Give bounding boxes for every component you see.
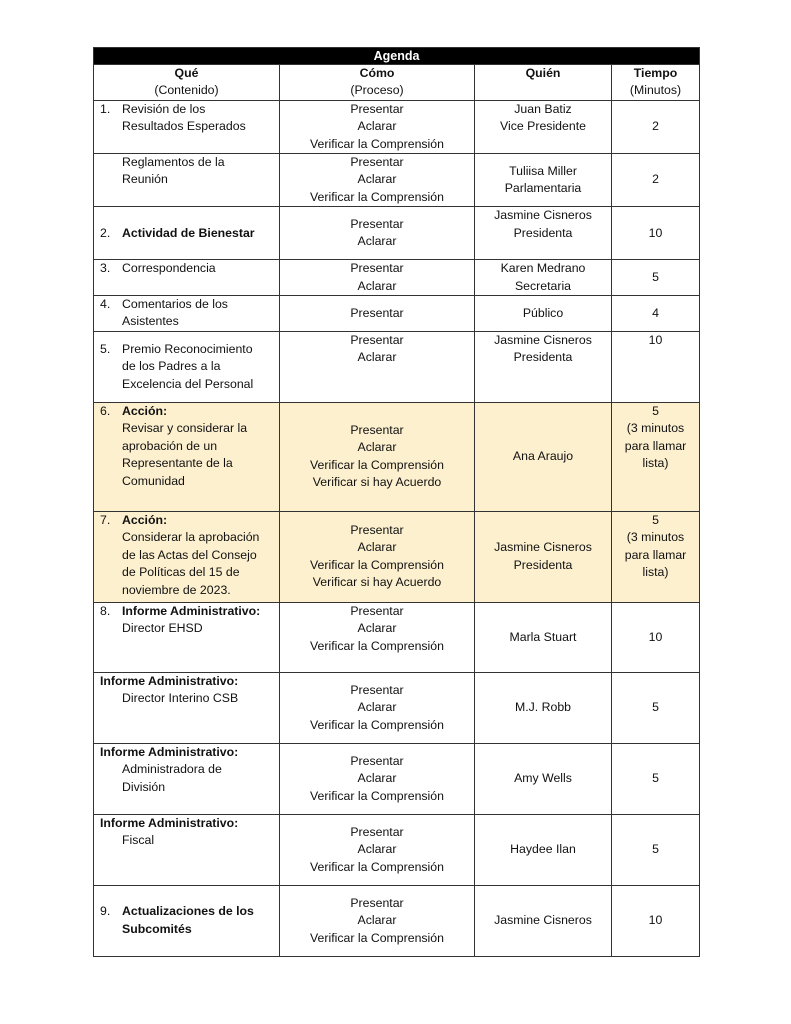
- quien-cell: Jasmine Cisneros Presidenta: [475, 511, 612, 602]
- quien-cell: Amy Wells: [475, 743, 612, 814]
- que-content: [100, 341, 275, 393]
- tiempo-cell: 4: [612, 296, 700, 332]
- table-row: [94, 743, 700, 814]
- tiempo-cell: 10: [612, 602, 700, 672]
- que-cell: [94, 672, 280, 743]
- quien-cell: Juan Batiz Vice Presidente: [475, 100, 612, 153]
- table-row: [94, 100, 700, 153]
- tiempo-cell: 10: [612, 331, 700, 402]
- quien-cell: Ana Araujo: [475, 402, 612, 511]
- item-text-block: [100, 744, 238, 796]
- como-cell: Presentar Aclarar Verificar la Comprensión: [280, 814, 475, 885]
- header-label: Quién: [525, 66, 561, 80]
- quien-cell: Haydee Ilan: [475, 814, 612, 885]
- header-como: [280, 65, 475, 101]
- table-row: [94, 511, 700, 602]
- item-description: Administradora de División: [122, 762, 222, 794]
- tiempo-cell: 10: [612, 207, 700, 260]
- que-cell: [94, 511, 280, 602]
- tiempo-cell: 5 (3 minutos para llamar lista): [612, 511, 700, 602]
- item-number: 5.: [100, 341, 111, 356]
- tiempo-cell: 5: [612, 743, 700, 814]
- item-number: [100, 154, 122, 189]
- table-row: [94, 885, 700, 956]
- como-cell: Presentar: [280, 296, 475, 332]
- item-description: Revisión de los Resultados Esperados: [122, 101, 246, 134]
- que-cell: [94, 260, 280, 296]
- tiempo-cell: 2: [612, 100, 700, 153]
- item-number: 7.: [100, 512, 111, 527]
- que-content: [100, 903, 275, 938]
- table-row: [94, 260, 700, 296]
- tiempo-cell: 5 (3 minutos para llamar lista): [612, 402, 700, 511]
- quien-cell: Marla Stuart: [475, 602, 612, 672]
- item-number: 8.: [100, 603, 111, 618]
- item-number: 2.: [100, 225, 111, 240]
- header-tiempo: [612, 65, 700, 101]
- item-text-block: [122, 260, 216, 277]
- que-cell: [94, 100, 280, 153]
- item-number: 1.: [100, 101, 111, 116]
- table-row: [94, 402, 700, 511]
- tiempo-cell: 5: [612, 672, 700, 743]
- que-content: [100, 815, 275, 850]
- table-row: [94, 672, 700, 743]
- item-bold-title: Informe Administrativo:: [100, 673, 239, 688]
- que-cell: [94, 814, 280, 885]
- agenda-title: Agenda: [94, 48, 700, 65]
- que-cell: [94, 331, 280, 402]
- quien-cell: Jasmine Cisneros Presidenta: [475, 207, 612, 260]
- quien-cell: Público: [475, 296, 612, 332]
- header-que: [94, 65, 280, 101]
- item-number: 4.: [100, 297, 111, 312]
- que-cell: [94, 402, 280, 511]
- table-row: [94, 331, 700, 402]
- como-cell: Presentar Aclarar: [280, 260, 475, 296]
- que-cell: [94, 296, 280, 332]
- como-cell: Presentar Aclarar Verificar la Comprensión Verificar si hay Acuerdo: [280, 402, 475, 511]
- item-text-block: [122, 341, 253, 393]
- quien-cell: Tuliisa Miller Parlamentaria: [475, 154, 612, 207]
- como-cell: Presentar Aclarar Verificar la Comprensión: [280, 100, 475, 153]
- como-cell: Presentar Aclarar Verificar la Comprensión: [280, 602, 475, 672]
- header-sublabel: (Proceso): [350, 83, 404, 98]
- table-row: [94, 154, 700, 207]
- como-cell: Presentar Aclarar Verificar la Comprensión: [280, 743, 475, 814]
- item-text-block: [122, 512, 259, 599]
- item-number: 3.: [100, 261, 111, 276]
- item-number: 6.: [100, 403, 111, 418]
- item-bold-title: Acción:: [122, 403, 168, 418]
- que-cell: [94, 885, 280, 956]
- que-content: [100, 673, 275, 708]
- item-text-block: [122, 225, 255, 242]
- que-content: [100, 603, 275, 638]
- item-description: Fiscal: [122, 833, 155, 848]
- item-bold-title: Actividad de Bienestar: [122, 225, 255, 240]
- como-cell: Presentar Aclarar Verificar la Comprensión: [280, 154, 475, 207]
- item-bold-title: Informe Administrativo:: [122, 603, 261, 618]
- agenda-table: [93, 47, 700, 957]
- item-text-block: [100, 673, 238, 708]
- que-content: [100, 744, 275, 796]
- quien-cell: Jasmine Cisneros: [475, 885, 612, 956]
- item-description: Correspondencia: [122, 261, 216, 276]
- que-content: [100, 154, 275, 189]
- item-text-block: [122, 603, 260, 638]
- que-cell: [94, 602, 280, 672]
- item-description: Director EHSD: [122, 621, 203, 636]
- item-description: Revisar y considerar la aprobación de un Representante de la Comunidad: [122, 421, 248, 488]
- quien-cell: Karen Medrano Secretaria: [475, 260, 612, 296]
- que-content: [100, 260, 275, 277]
- item-text-block: [100, 815, 238, 850]
- header-label: Qué: [174, 66, 199, 80]
- que-content: [100, 296, 275, 331]
- que-cell: [94, 207, 280, 260]
- que-cell: [94, 743, 280, 814]
- tiempo-cell: 5: [612, 814, 700, 885]
- como-cell: Presentar Aclarar Verificar la Comprensión: [280, 885, 475, 956]
- tiempo-cell: 10: [612, 885, 700, 956]
- item-number: 9.: [100, 904, 111, 919]
- item-description: Director Interino CSB: [122, 691, 239, 706]
- table-row: [94, 296, 700, 332]
- como-cell: Presentar Aclarar: [280, 207, 475, 260]
- item-bold-title: Informe Administrativo:: [100, 744, 239, 759]
- como-cell: Presentar Aclarar: [280, 331, 475, 402]
- header-sublabel: (Minutos): [629, 83, 682, 98]
- quien-cell: M.J. Robb: [475, 672, 612, 743]
- header-sublabel: (Contenido): [154, 83, 219, 98]
- table-row: [94, 207, 700, 260]
- item-text-block: [122, 154, 225, 189]
- que-content: [100, 101, 275, 136]
- item-bold-title: Actualizaciones de los Subcomités: [122, 904, 254, 936]
- item-text-block: [122, 403, 247, 490]
- item-description: Considerar la aprobación de las Actas del Consejo de Políticas del 15 de noviembre de 2023.: [122, 530, 260, 597]
- que-content: [100, 403, 275, 490]
- como-cell: Presentar Aclarar Verificar la Comprensión: [280, 672, 475, 743]
- tiempo-cell: 2: [612, 154, 700, 207]
- que-cell: [94, 154, 280, 207]
- header-label: Tiempo: [633, 66, 678, 80]
- table-row: [94, 814, 700, 885]
- table-row: [94, 602, 700, 672]
- como-cell: Presentar Aclarar Verificar la Comprensión Verificar si hay Acuerdo: [280, 511, 475, 602]
- item-bold-title: Informe Administrativo:: [100, 815, 239, 830]
- item-description: Reglamentos de la Reunión: [122, 155, 225, 187]
- item-bold-title: Acción:: [122, 512, 168, 527]
- tiempo-cell: 5: [612, 260, 700, 296]
- item-text-block: [122, 296, 228, 331]
- item-text-block: [122, 903, 254, 938]
- que-content: [100, 512, 275, 599]
- item-description: Comentarios de los Asistentes: [122, 297, 228, 329]
- header-quien: [475, 65, 612, 101]
- header-label: Cómo: [359, 66, 395, 80]
- item-text-block: [122, 101, 246, 136]
- quien-cell: Jasmine Cisneros Presidenta: [475, 331, 612, 402]
- item-description: Premio Reconocimiento de los Padres a la Excelencia del Personal: [122, 341, 254, 391]
- que-content: [100, 225, 275, 242]
